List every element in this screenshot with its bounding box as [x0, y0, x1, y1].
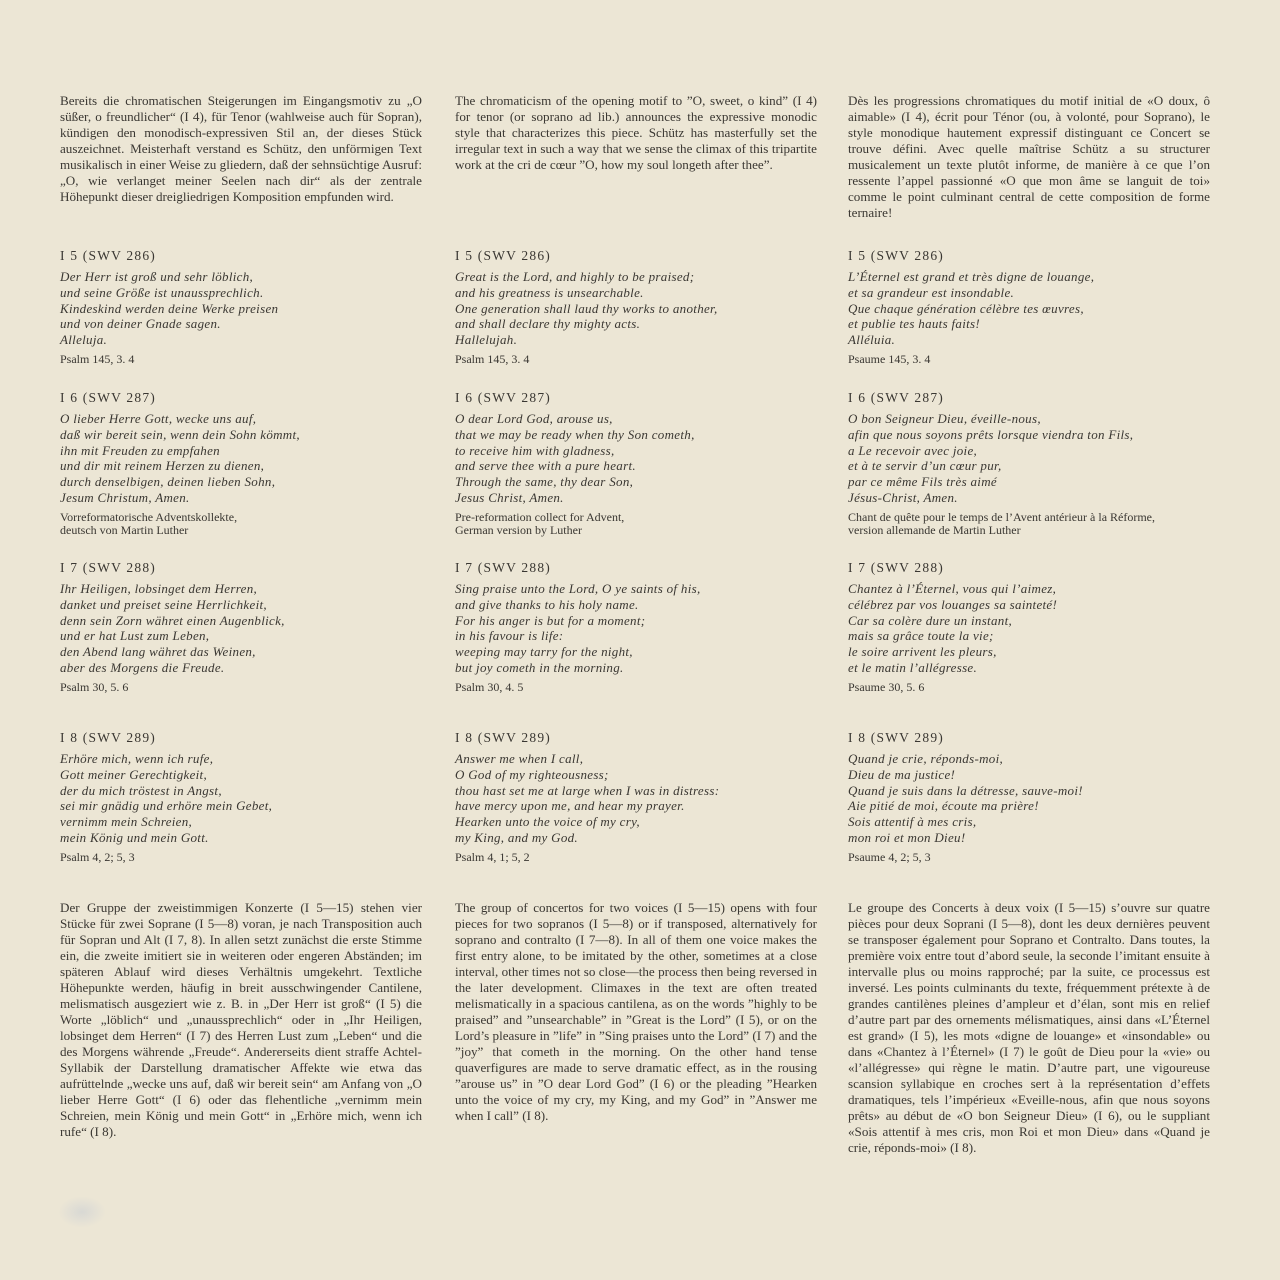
verse-text: O lieber Herre Gott, wecke uns auf, daß wir bereit sein, wenn dein Sohn kömmt, ihn mit Freuden zu empfahen und dir mit reinem Herzen zu dienen, durch denselbigen, deinen lieben Sohn, Jesum Christum, Amen.: [60, 411, 300, 505]
source-citation: Psalm 4, 2; 5, 3: [60, 849, 135, 864]
column-french: [848, 93, 1210, 1156]
verse-text: L’Éternel est grand et très digne de louange, et sa grandeur est insondable. Que chaque génération célèbre tes œuvres, et publie tes hauts faits! Alléluia.: [848, 269, 1095, 348]
block-heading: I 7 (SWV 288): [455, 560, 551, 575]
text-block-swv286: [455, 248, 817, 380]
verse-text: Chantez à l’Éternel, vous qui l’aimez, célébrez par vos louanges sa sainteté! Car sa colère dure un instant, mais sa grâce toute la vie; le soire arrivent les pleurs, et le matin l’allégresse.: [848, 581, 1058, 675]
paper-stain: [58, 1196, 106, 1228]
source-citation: Vorreformatorische Adventskollekte, deutsch von Martin Luther: [60, 509, 238, 537]
block-heading: I 8 (SWV 289): [455, 730, 551, 745]
text-block-swv289: [455, 730, 817, 890]
block-heading: I 6 (SWV 287): [455, 390, 551, 405]
closing-paragraph: Der Gruppe der zweistimmigen Konzerte (I 5—15) stehen vier Stücke für zwei Soprane (I 5—8) voran, je nach Transposition auch für Sopran und Alt (I 7, 8). In allen setzt zunächst die erste Stimme ein, die zweite imitiert sie in weiteren oder engeren Abständen; im späteren Ablauf wird dieses Verhältnis umgekehrt. Textliche Höhepunkte werden, häufig in breit ausschwingender Cantilene, melismatisch ausgeziert wie z. B. in „Der Herr ist groß“ (I 5) die Worte „löblich“ und „unaussprechlich“ oder in „Ihr Heiligen, lobsinget dem Herren“ (I 7) des Herren Lust zum „Leben“ und die des Morgens währende „Freude“. Andererseits dient straffe Achtel-Syllabik der Darstellung dramatischer Affekte wie etwa das aufrüttelnde „wecke uns auf, daß wir bereit sein“ am Anfang von „O lieber Herre Gott“ (I 6) oder das flehentliche „vernimm mein Schreien, mein König und mein Gott“ in „Erhöre mich, wenn ich rufe“ (I 8).: [60, 900, 422, 1139]
verse-text: Ihr Heiligen, lobsinget dem Herren, danket und preiset seine Herrlichkeit, denn sein Zorn währet einen Augenblick, und er hat Lust zum Leben, den Abend lang währet das Weinen, aber des Morgens die Freude.: [60, 581, 285, 675]
text-block-swv286: [60, 248, 422, 380]
text-block-swv289: [848, 730, 1210, 890]
block-heading: I 5 (SWV 286): [848, 248, 944, 263]
text-block-swv287: [848, 390, 1210, 550]
column-german: [60, 93, 422, 1140]
verse-text: Answer me when I call, O God of my righteousness; thou hast set me at large when I was in distress: have mercy upon me, and hear my prayer. Hearken unto the voice of my cry, my King, and my God.: [455, 751, 720, 845]
source-citation: Pre-reformation collect for Advent, German version by Luther: [455, 509, 625, 537]
block-heading: I 8 (SWV 289): [848, 730, 944, 745]
source-citation: Psalm 145, 3. 4: [60, 351, 135, 366]
block-heading: I 5 (SWV 286): [60, 248, 156, 263]
intro-paragraph: Dès les progressions chromatiques du motif initial de «O doux, ô aimable» (I 4), écrit pour Ténor (ou, à volonté, pour Soprano), le style monodique hautement expressif distinguant ce Concert se trouve défini. Avec quelle maîtrise Schütz a su structurer musicalement un texte plutôt informe, de manière à ce que l’on ressente l’appel passionné «O que mon âme se languit de toi» comme le point culminant central de cette composition de forme ternaire!: [848, 93, 1210, 220]
source-citation: Psalm 30, 5. 6: [60, 679, 129, 694]
text-block-swv288: [455, 560, 817, 720]
source-citation: Psalm 30, 4. 5: [455, 679, 524, 694]
source-citation: Psalm 145, 3. 4: [455, 351, 530, 366]
source-citation: Psaume 30, 5. 6: [848, 679, 925, 694]
text-block-swv287: [60, 390, 422, 550]
verse-text: Der Herr ist groß und sehr löblich, und seine Größe ist unaussprechlich. Kindeskind werden deine Werke preisen und von deiner Gnade sagen. Alleluja.: [60, 269, 279, 348]
block-heading: I 5 (SWV 286): [455, 248, 551, 263]
verse-text: Quand je crie, réponds-moi, Dieu de ma justice! Quand je suis dans la détresse, sauve-moi! Aie pitié de moi, écoute ma prière! Sois attentif à mes cris, mon roi et mon Dieu!: [848, 751, 1083, 845]
block-heading: I 7 (SWV 288): [848, 560, 944, 575]
intro-paragraph: The chromaticism of the opening motif to ”O, sweet, o kind” (I 4) for tenor (or soprano ad lib.) announces the expressive monodic style that characterizes this piece. Schütz has masterfully set the irregular text in such a way that we sense the climax of this tripartite work at the cri de cœur ”O, how my soul longeth after thee”.: [455, 93, 817, 172]
closing-paragraph: The group of concertos for two voices (I 5—15) opens with four pieces for two sopranos (I 5—8) or if transposed, alternatively for soprano and contralto (I 7—8). In all of them one voice makes the first entry alone, to be imitated by the other, sometimes at a close interval, other times not so close—the process then being reversed in the later development. Climaxes in the text are often treated melismatically in a spacious cantilena, as on the words ”highly to be praised” and ”unsearchable” in ”Great is the Lord” (I 5), or on the Lord’s pleasure in ”life” in ”Sing praises unto the Lord” (I 7) and the ”joy” that cometh in the morning. On the other hand tense quaverfigures are made to serve dramatic effect, as in the rousing ”arouse us” in ”O dear Lord God” (I 6) or the pleading ”Hearken unto the voice of my cry, my King, and my God” in ”Answer me when I call” (I 8).: [455, 900, 817, 1123]
block-heading: I 7 (SWV 288): [60, 560, 156, 575]
source-citation: Psaume 4, 2; 5, 3: [848, 849, 931, 864]
verse-text: Sing praise unto the Lord, O ye saints of his, and give thanks to his holy name. For his anger is but for a moment; in his favour is life: weeping may tarry for the night, but joy cometh in the morning.: [455, 581, 701, 675]
verse-text: O bon Seigneur Dieu, éveille-nous, afin que nous soyons prêts lorsque viendra ton Fils, a Le recevoir avec joie, et à te servir d’un cœur pur, par ce même Fils très aimé Jésus-Christ, Amen.: [848, 411, 1134, 505]
text-block-swv288: [60, 560, 422, 720]
block-heading: I 6 (SWV 287): [60, 390, 156, 405]
verse-text: O dear Lord God, arouse us, that we may be ready when thy Son cometh, to receive him with gladness, and serve thee with a pure heart. Through the same, thy dear Son, Jesus Christ, Amen.: [455, 411, 695, 505]
closing-paragraph: Le groupe des Concerts à deux voix (I 5—15) s’ouvre sur quatre pièces pour deux Soprani (I 5—8), dont les deux dernières peuvent se transposer également pour Soprano et Contralto. Dans toutes, la première voix entre tout d’abord seule, la seconde l’imitant ensuite à intervalle plus ou moins rapproché; par la suite, ce processus est inversé. Les points culminants du texte, fréquemment prétexte à de grandes cantilènes pleines d’ampleur et d’élan, sont mis en relief d’autre part par des ornements mélismatiques, ainsi dans «L’Éternel est grand» (I 5), les mots «digne de louange» et «insondable» ou dans «Chantez à l’Éternel» (I 7) le goût de Dieu pour la «vie» ou «l’allégresse» qui règne le matin. D’autre part, une vigoureuse scansion syllabique en croches sert à la représentation d’effets dramatiques, tels l’impérieux «Eveille-nous, afin que nous soyons prêts» au début de «O bon Seigneur Dieu» (I 6), ou le suppliant «Sois attentif à mes cris, mon Roi et mon Dieu» dans «Quand je crie, réponds-moi» (I 8).: [848, 900, 1210, 1155]
intro-paragraph: Bereits die chromatischen Steigerungen im Eingangsmotiv zu „O süßer, o freundlicher“ (I 4), für Tenor (wahlweise auch für Sopran), kündigen den monodisch-expressiven Stil an, der dieses Stück auszeichnet. Meisterhaft verstand es Schütz, den unförmigen Text musikalisch in einer Weise zu gliedern, daß der sehnsüchtige Ausruf: „O, wie verlanget meiner Seelen nach dir“ als der zentrale Höhepunkt dieser dreigliedrigen Komposition empfunden wird.: [60, 93, 422, 204]
verse-text: Erhöre mich, wenn ich rufe, Gott meiner Gerechtigkeit, der du mich tröstest in Angst, sei mir gnädig und erhöre mein Gebet, vernimm mein Schreien, mein König und mein Gott.: [60, 751, 273, 845]
text-block-swv288: [848, 560, 1210, 720]
block-heading: I 6 (SWV 287): [848, 390, 944, 405]
column-english: [455, 93, 817, 1124]
text-block-swv289: [60, 730, 422, 890]
source-citation: Chant de quête pour le temps de l’Avent antérieur à la Réforme, version allemande de Martin Luther: [848, 509, 1155, 537]
verse-text: Great is the Lord, and highly to be praised; and his greatness is unsearchable. One generation shall laud thy works to another, and shall declare thy mighty acts. Hallelujah.: [455, 269, 718, 348]
source-citation: Psalm 4, 1; 5, 2: [455, 849, 530, 864]
block-heading: I 8 (SWV 289): [60, 730, 156, 745]
text-block-swv287: [455, 390, 817, 550]
source-citation: Psaume 145, 3. 4: [848, 351, 931, 366]
text-block-swv286: [848, 248, 1210, 380]
